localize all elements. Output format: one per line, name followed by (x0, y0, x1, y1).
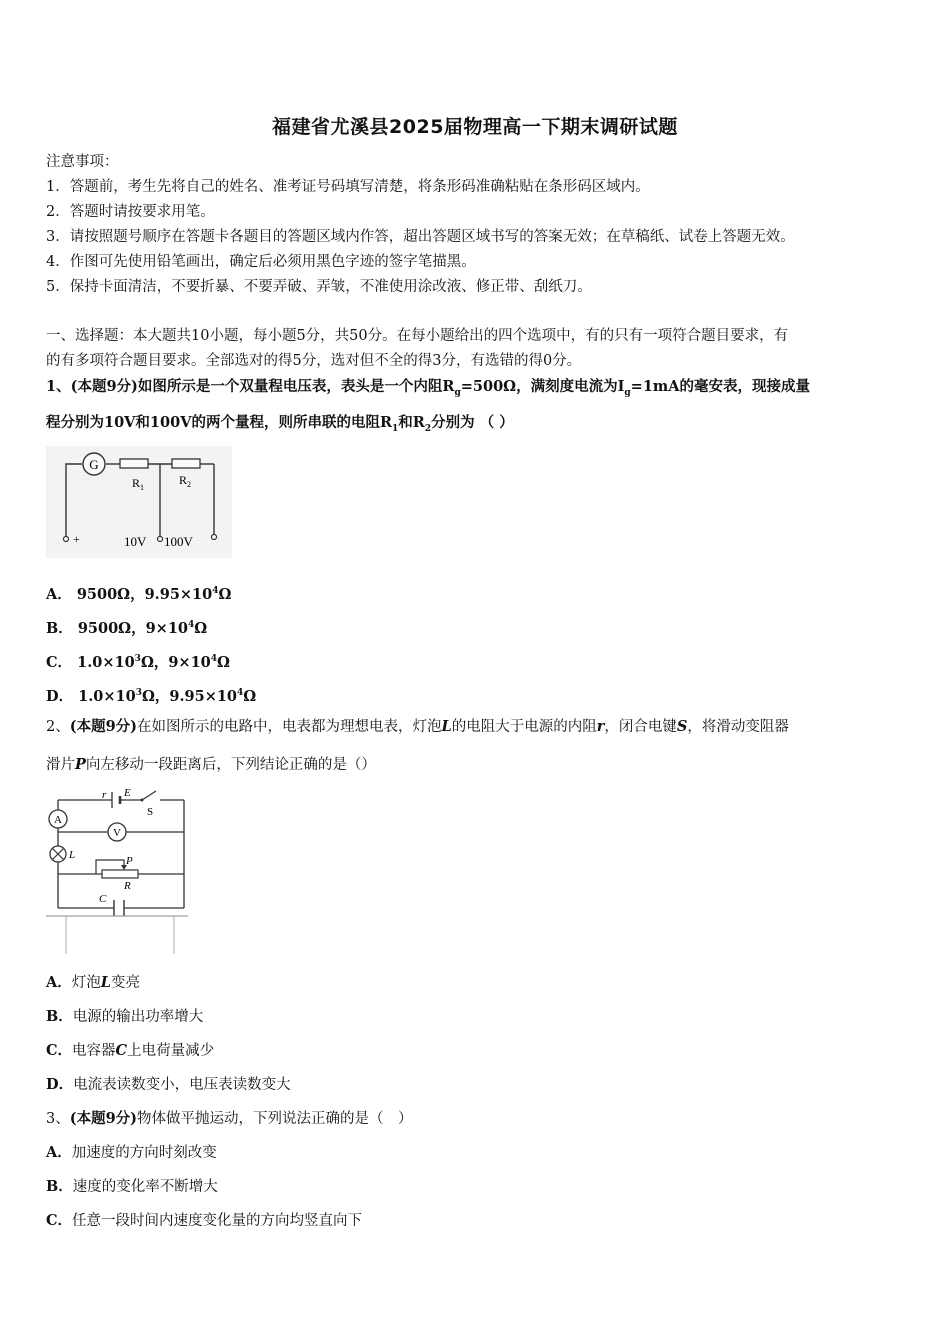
q3-option-c[interactable]: C．任意一段时间内速度变化量的方向均竖直向下 (46, 1212, 363, 1229)
q3-option-a[interactable]: A．加速度的方向时刻改变 (46, 1144, 217, 1161)
section-instructions-line1: 一、选择题：本大题共10小题，每小题5分，共50分。在每小题给出的四个选项中，有的只有一项符合题目要求，有 (46, 328, 789, 344)
lamp-icon (50, 846, 66, 862)
q3-option-b[interactable]: B．速度的变化率不断增大 (46, 1178, 218, 1195)
svg-text:r: r (102, 789, 107, 801)
resistor-r1-icon (120, 459, 148, 468)
svg-text:V: V (113, 827, 121, 839)
voltmeter-icon (108, 823, 126, 841)
svg-text:C: C (99, 893, 107, 905)
page-title: 福建省尤溪县2025届物理高一下期末调研试题 (272, 116, 678, 138)
question-1-text: 1、(本题9分)如图所示是一个双量程电压表，表头是一个内阻$R_g=500\Omega$，满刻度电流为$I_g=1mA$的毫安表，现接成量 (46, 378, 811, 398)
q1-option-c[interactable]: C． $1.0\times 10^3\Omega$，$9\times 10^4\Omega$ (46, 653, 230, 671)
section-instructions-line2: 的有多项符合题目要求。全部选对的得5分，选对但不全的得3分，有选错的得0分。 (46, 353, 582, 369)
10v-terminal-label: 10V (124, 534, 147, 549)
svg-text:G: G (89, 457, 99, 472)
q1-option-d[interactable]: D． $1.0\times 10^3\Omega$，$9.95\times 10^4\Omega$ (46, 687, 257, 705)
notice-item: 5．保持卡面清洁，不要折暴、不要弄破、弄皱，不准使用涂改液、修正带、刮纸刀。 (46, 279, 592, 295)
circuit-figure (46, 788, 188, 954)
svg-text:E: E (124, 788, 131, 799)
r1-label: $R_1$ (132, 476, 145, 492)
svg-text:S: S (147, 806, 154, 818)
q2-option-b[interactable]: B．电源的输出功率增大 (46, 1008, 204, 1025)
question-3-text: 3、(本题9分)物体做平抛运动，下列说法正确的是（ ） (46, 1110, 413, 1127)
svg-text:A: A (54, 814, 62, 826)
svg-text:L: L (69, 849, 76, 861)
r2-label: $R_2$ (179, 473, 192, 489)
svg-text:R: R (124, 880, 131, 892)
100v-terminal-label: 100V (164, 534, 193, 549)
resistor-r2-icon (172, 459, 200, 468)
svg-text:P: P (126, 855, 133, 867)
plus-terminal-label: + (73, 532, 80, 546)
notice-item: 4．作图可先使用铅笔画出，确定后必须用黑色字迹的签字笔描黑。 (46, 254, 476, 270)
q2-option-c[interactable]: C．电容器C上电荷量减少 (46, 1042, 215, 1059)
question-2-text-line2: 滑片P向左移动一段距离后，下列结论正确的是（） (46, 756, 376, 773)
rheostat-icon (102, 870, 138, 878)
q2-option-d[interactable]: D．电流表读数变小，电压表读数变大 (46, 1076, 291, 1093)
question-1-text-line2: 程分别为10V和100V的两个量程，则所串联的电阻$R_1$和$R_2$分别为 （ ） (46, 414, 514, 434)
notice-item: 3．请按照题号顺序在答题卡各题目的答题区域内作答，超出答题区域书写的答案无效；在草稿纸、试卷上答题无效。 (46, 229, 795, 245)
q1-option-b[interactable]: B． 9500Ω，$9\times 10^4\Omega$ (46, 619, 208, 637)
voltmeter-circuit-figure (46, 446, 232, 558)
q1-option-a[interactable]: A． 9500Ω，$9.95\times 10^4\Omega$ (46, 585, 232, 603)
galvanometer-icon (83, 453, 105, 475)
notice-item: 1．答题前，考生先将自己的姓名、准考证号码填写清楚，将条形码准确粘贴在条形码区域内。 (46, 179, 650, 195)
notice-item: 2．答题时请按要求用笔。 (46, 204, 215, 220)
q2-option-a[interactable]: A．灯泡L变亮 (46, 974, 140, 991)
notice-heading: 注意事项： (46, 154, 119, 170)
question-2-text: 2、(本题9分)在如图所示的电路中，电表都为理想电表，灯泡L的电阻大于电源的内阻r，闭合电键S，将滑动变阻器 (46, 718, 789, 735)
ammeter-icon (49, 810, 67, 828)
